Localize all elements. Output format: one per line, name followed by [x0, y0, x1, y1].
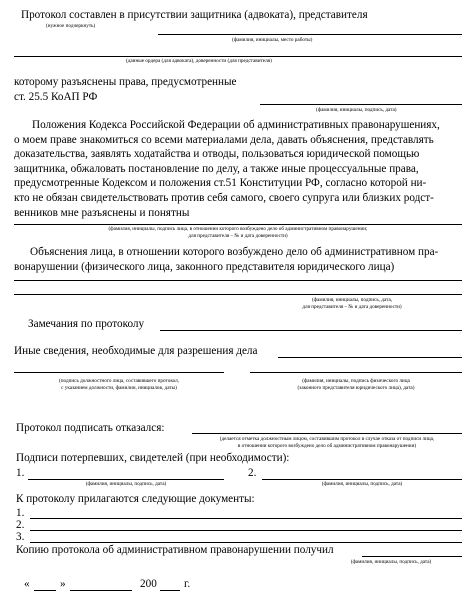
paragraph-line: венников мне разъяснены и понятны	[14, 206, 190, 219]
note-explanation-1: (фамилия, инициалы, подпись, дата,	[311, 297, 393, 303]
copy-label: Копию протокола об административном правонарушении получил	[16, 544, 334, 556]
date-day-line	[34, 590, 56, 591]
representative-line	[158, 34, 462, 35]
other-info-label: Иные сведения, необходимые для разрешения дела	[14, 345, 258, 357]
other-info-line	[278, 357, 462, 358]
victim-number-1: 1.	[16, 467, 25, 479]
note-refused-2: в отношении которого возбуждено дело об административном правонарушении)	[237, 443, 417, 449]
note-refused-1: (делается отметка должностным лицом, составившим протокол в случае отказа от подписи лица,	[219, 436, 435, 442]
note-victim-2: (фамилия, инициалы, подпись, дата)	[321, 481, 403, 487]
paragraph-line: защитника, обжаловать постановление по делу, а также иные процессуальные права,	[14, 162, 419, 175]
officer-sign-line	[14, 372, 224, 373]
note-rights-sign: (фамилия, инициалы, подпись, дата)	[316, 107, 397, 113]
refused-label: Протокол подписать отказался:	[16, 422, 165, 434]
note-officer-sign-2: с указанием должности, фамилии, инициалов, даты)	[61, 385, 177, 391]
rights-ack-line	[14, 224, 462, 225]
rights-line-2: ст. 25.5 КоАП РФ	[14, 91, 98, 103]
note-officer-sign-1: (подпись должностного лица, составившего протокол,	[59, 378, 179, 384]
attachment-line-3	[30, 542, 462, 543]
rights-sign-line	[260, 104, 462, 105]
note-explanation-2: для представителя – № и дата доверенности)	[302, 304, 402, 310]
paragraph-line: о моем праве знакомиться со всеми материалами дела, давать объяснения, представлять	[14, 133, 434, 146]
date-g: г.	[184, 578, 191, 590]
explanation-line-1: Объяснения лица, в отношении которого возбуждено дело об административном пра-	[30, 246, 439, 258]
order-line	[14, 56, 462, 57]
note-person-sign-1: (фамилия, инициалы, подпись физического лица	[302, 378, 410, 384]
header-line-1: Протокол составлен в присутствии защитника (адвоката), представителя	[21, 9, 368, 21]
attachment-number-1: 1.	[16, 507, 25, 519]
victims-label: Подписи потерпевших, свидетелей (при необходимости):	[16, 452, 290, 464]
attachment-number-3: 3.	[16, 531, 25, 543]
explanation-line-b	[14, 294, 462, 295]
note-fio-work: (фамилия, инициалы, место работы)	[232, 37, 313, 43]
person-sign-line	[250, 372, 462, 373]
attachment-line-2	[30, 530, 462, 531]
date-year: 200	[140, 578, 157, 590]
attachment-number-2: 2.	[16, 519, 25, 531]
date-open-quote: «	[24, 578, 30, 590]
paragraph-line: доказательства, заявлять ходатайства и отводы, пользоваться юридической помощью	[14, 148, 420, 161]
victim-line-1	[28, 479, 224, 480]
victim-number-2: 2.	[248, 467, 257, 479]
date-year-line	[160, 590, 180, 591]
refused-line	[192, 433, 462, 434]
note-underline: (нужное подчеркнуть)	[46, 23, 96, 29]
date-close-quote: »	[60, 578, 66, 590]
note-rights-ack-2: для представителя – № и дата доверенности)	[188, 233, 288, 239]
paragraph-line: Положения Кодекса Российской Федерации об административных правонарушениях,	[32, 119, 440, 131]
paragraph-line: кто не обязан свидетельствовать против себя самого, своего супруга или близких родст-	[14, 191, 434, 204]
paragraph-line: предусмотренные Кодексом и положения ст.51 Конституции РФ, согласно которой ни-	[14, 177, 427, 190]
note-person-sign-2: (законного представителя юридического лица), дата)	[297, 385, 415, 391]
victim-line-2	[262, 479, 462, 480]
date-month-line	[70, 590, 132, 591]
note-order: (данные ордера (для адвоката), доверенности (для представителя)	[126, 58, 272, 64]
rights-paragraph	[14, 118, 464, 220]
attachment-line-1	[30, 518, 462, 519]
explanation-line-a	[14, 280, 462, 281]
explanation-line-2: вонарушении (физического лица, законного представителя юридического лица)	[14, 261, 395, 273]
note-copy: (фамилия, инициалы, подпись, дата)	[350, 559, 432, 565]
remarks-line	[160, 330, 462, 331]
note-victim-1: (фамилия, инициалы, подпись, дата)	[85, 481, 167, 487]
attachments-label: К протоколу прилагаются следующие документы:	[16, 493, 255, 505]
rights-line-1: которому разъяснены права, предусмотренные	[14, 76, 237, 88]
note-rights-ack-1: (фамилия, инициалы, подпись лица, в отношении которого возбуждено дело об административном правонарушении;	[108, 226, 368, 232]
remarks-label: Замечания по протоколу	[28, 318, 145, 330]
copy-line	[362, 556, 462, 557]
